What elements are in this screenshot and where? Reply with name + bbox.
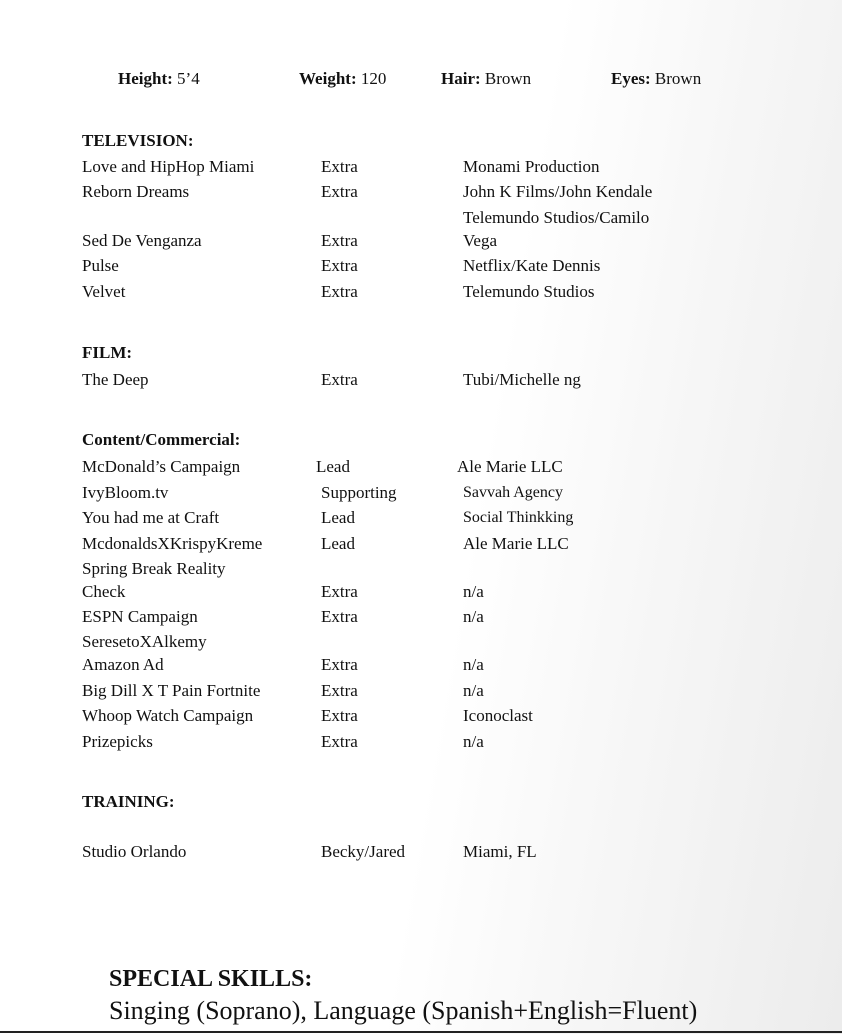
hair-label: Hair: (441, 69, 481, 88)
commercial-role: Lead (316, 457, 350, 476)
commercial-title-line1: SeresetoXAlkemy (82, 632, 207, 651)
commercial-title: IvyBloom.tv (82, 483, 169, 502)
training-heading: TRAINING: (82, 792, 175, 811)
weight-stat (299, 69, 386, 89)
commercial-company: Ale Marie LLC (457, 457, 563, 476)
tv-title: Sed De Venganza (82, 231, 202, 250)
commercial-title: Check (82, 582, 126, 601)
training-company: Miami, FL (463, 842, 537, 861)
film-company: Tubi/Michelle ng (463, 370, 581, 389)
tv-company: John K Films/John Kendale (463, 182, 653, 201)
film-heading: FILM: (82, 343, 133, 362)
commercial-company: n/a (463, 655, 484, 674)
commercial-company: Iconoclast (463, 706, 533, 725)
commercial-role: Lead (321, 508, 355, 527)
commercial-title: Whoop Watch Campaign (82, 706, 254, 725)
commercial-company: n/a (463, 607, 484, 626)
bottom-divider (0, 1031, 842, 1033)
television-heading: TELEVISION: (82, 131, 194, 150)
commercial-company: Savvah Agency (463, 484, 563, 501)
commercial-role: Extra (321, 706, 358, 725)
skills-text: Singing (Soprano), Language (Spanish+English=Fluent) (109, 996, 698, 1025)
commercial-company: n/a (463, 582, 484, 601)
film-role: Extra (321, 370, 358, 389)
commercial-company: Social Thinkking (463, 509, 574, 526)
tv-role: Extra (321, 231, 358, 250)
tv-title: Reborn Dreams (82, 182, 190, 201)
commercial-role: Extra (321, 607, 358, 626)
tv-role: Extra (321, 182, 358, 201)
tv-title: Pulse (82, 256, 119, 275)
training-title: Studio Orlando (82, 842, 187, 861)
commercial-title: Prizepicks (82, 732, 153, 751)
tv-title: Love and HipHop Miami (82, 157, 255, 176)
commercial-company: n/a (463, 681, 484, 700)
tv-role: Extra (321, 157, 358, 176)
hair-value: Brown (484, 69, 532, 88)
skills-heading: SPECIAL SKILLS: (109, 966, 313, 992)
commercial-role: Extra (321, 655, 358, 674)
height-value: 5’4 (177, 69, 200, 88)
commercial-role: Extra (321, 681, 358, 700)
tv-company: Monami Production (463, 157, 600, 176)
commercial-company: n/a (463, 732, 484, 751)
tv-title: Velvet (82, 282, 126, 301)
training-role: Becky/Jared (321, 842, 406, 861)
commercial-title: You had me at Craft (82, 508, 220, 527)
tv-company: Netflix/Kate Dennis (463, 256, 601, 275)
eyes-stat (611, 69, 701, 89)
eyes-value: Brown (654, 69, 702, 88)
commercial-title: Big Dill X T Pain Fortnite (82, 681, 261, 700)
commercial-role: Supporting (321, 483, 397, 502)
commercial-title: McDonald’s Campaign (82, 457, 241, 476)
film-title: The Deep (82, 370, 149, 389)
commercial-role: Extra (321, 732, 358, 751)
commercial-title: McdonaldsXKrispyKreme (82, 534, 263, 553)
height-stat (118, 69, 200, 89)
tv-role: Extra (321, 282, 358, 301)
commercial-role: Extra (321, 582, 358, 601)
tv-company: Vega (463, 231, 497, 250)
commercial-title: ESPN Campaign (82, 607, 198, 626)
tv-role: Extra (321, 256, 358, 275)
tv-company: Telemundo Studios (463, 282, 595, 301)
hair-stat (441, 69, 531, 89)
tv-company-line1: Telemundo Studios/Camilo (463, 208, 650, 227)
commercial-title: Amazon Ad (82, 655, 164, 674)
commercial-heading: Content/Commercial: (82, 430, 241, 449)
commercial-title-line1: Spring Break Reality (82, 559, 226, 578)
weight-label: Weight: (299, 69, 357, 88)
height-label: Height: (118, 69, 173, 88)
commercial-role: Lead (321, 534, 355, 553)
commercial-company: Ale Marie LLC (463, 534, 569, 553)
eyes-label: Eyes: (611, 69, 651, 88)
weight-value: 120 (360, 69, 387, 88)
